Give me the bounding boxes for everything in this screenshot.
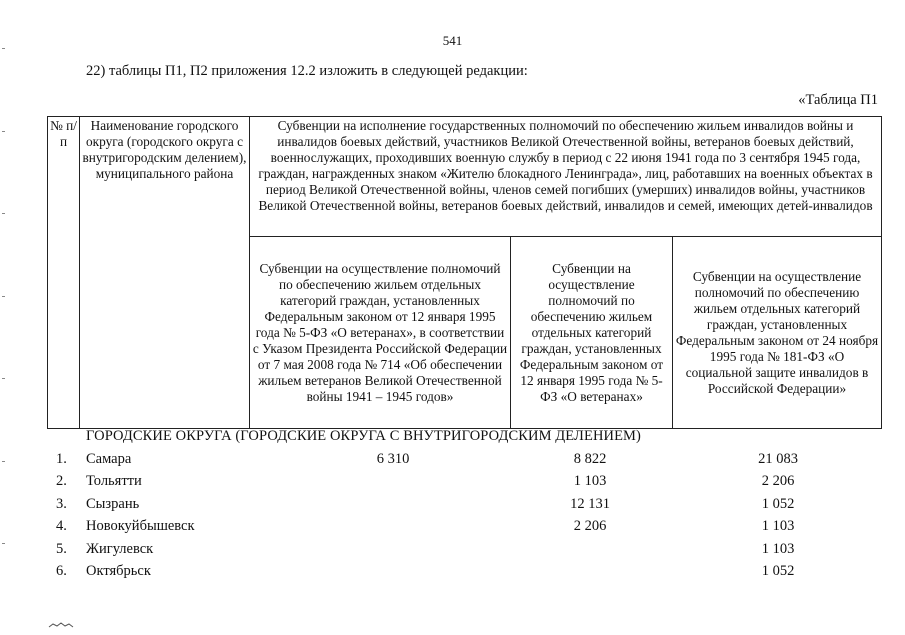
row-value-2: 12 131 [570,496,610,512]
row-num: 1. [56,451,67,467]
header-sub2: Субвенции на осуществление полномочий по обеспечению жильем отдельных категорий граждан, установленных Федеральным законом от 12 января 1995 года № 5-ФЗ «О ветеранах» [511,237,673,429]
table-row [0,473,905,495]
row-num: 2. [56,473,67,489]
row-value-3: 2 206 [761,473,795,489]
row-value-2: 8 822 [573,451,607,467]
row-name: Тольятти [86,473,142,489]
row-value-3: 1 103 [761,518,795,534]
scan-artifact [2,48,5,49]
table-row [0,563,905,585]
row-name: Сызрань [86,496,140,512]
page-number: 541 [442,33,463,48]
scan-artifact [2,543,5,544]
header-main: Субвенции на исполнение государственных полномочий по обеспечению жильем инвалидов войны и инвалидов боевых действий, участников Великой Отечественной войны, ветеранов боевых действий, военнослужащих, проходивших военную службу в период с 22 июня 1941 года по 3 сентября 1945 года, граждан, награжденных знаком «Жителю блокадного Ленинграда», лиц, работавших на военных объектах в период Великой Отечественной войны, членов семей погибших (умерших) инвалидов войны, участников Великой Отечественной войны, ветеранов боевых действий, инвалидов и семей, имеющих детей-инвалидов [250,117,882,237]
intro-text: 22) таблицы П1, П2 приложения 12.2 изложить в следующей редакции: [86,63,528,79]
row-name: Новокуйбышевск [86,518,195,534]
row-num: 5. [56,541,67,557]
row-value-2: 1 103 [573,473,607,489]
row-value-3: 1 103 [761,541,795,557]
row-value-3: 1 052 [761,563,795,579]
header-name: Наименование городского округа (городского округа с внутригородским делением), муниципального района [80,117,250,429]
table-row [0,451,905,473]
row-num: 3. [56,496,67,512]
header-sub1: Субвенции на осуществление полномочий по обеспечению жильем отдельных категорий граждан, установленных Федеральным законом от 12 января 1995 года № 5-ФЗ «О ветеранах», в соответствии с Указом Президента Российской Федерации от 7 мая 2008 года № 714 «Об обеспечении жильем ветеранов Великой Отечественной войны 1941 – 1945 годов» [250,237,511,429]
header-num: № п/п [48,117,80,429]
scan-artifact [2,131,5,132]
row-num: 6. [56,563,67,579]
header-table [47,116,882,429]
row-name: Жигулевск [86,541,154,557]
scan-artifact [2,461,5,462]
table-row [0,541,905,563]
row-name: Самара [86,451,132,467]
row-value-1: 6 310 [376,451,410,467]
table-row [0,518,905,540]
scan-artifact [48,622,74,628]
table-row [0,496,905,518]
header-sub3: Субвенции на осуществление полномочий по обеспечению жильем отдельных категорий граждан, установленных Федеральным законом от 24 ноября 1995 года № 181-ФЗ «О социальной защите инвалидов в Российской Федерации» [673,237,882,429]
row-value-3: 1 052 [761,496,795,512]
row-name: Октябрьск [86,563,151,579]
row-num: 4. [56,518,67,534]
scan-artifact [2,296,5,297]
section-title: ГОРОДСКИЕ ОКРУГА (ГОРОДСКИЕ ОКРУГА С ВНУТРИГОРОДСКИМ ДЕЛЕНИЕМ) [86,428,641,444]
table-label: «Таблица П1 [798,92,878,108]
scan-artifact [2,213,5,214]
row-value-2: 2 206 [573,518,607,534]
row-value-3: 21 083 [758,451,798,467]
scan-artifact [2,378,5,379]
